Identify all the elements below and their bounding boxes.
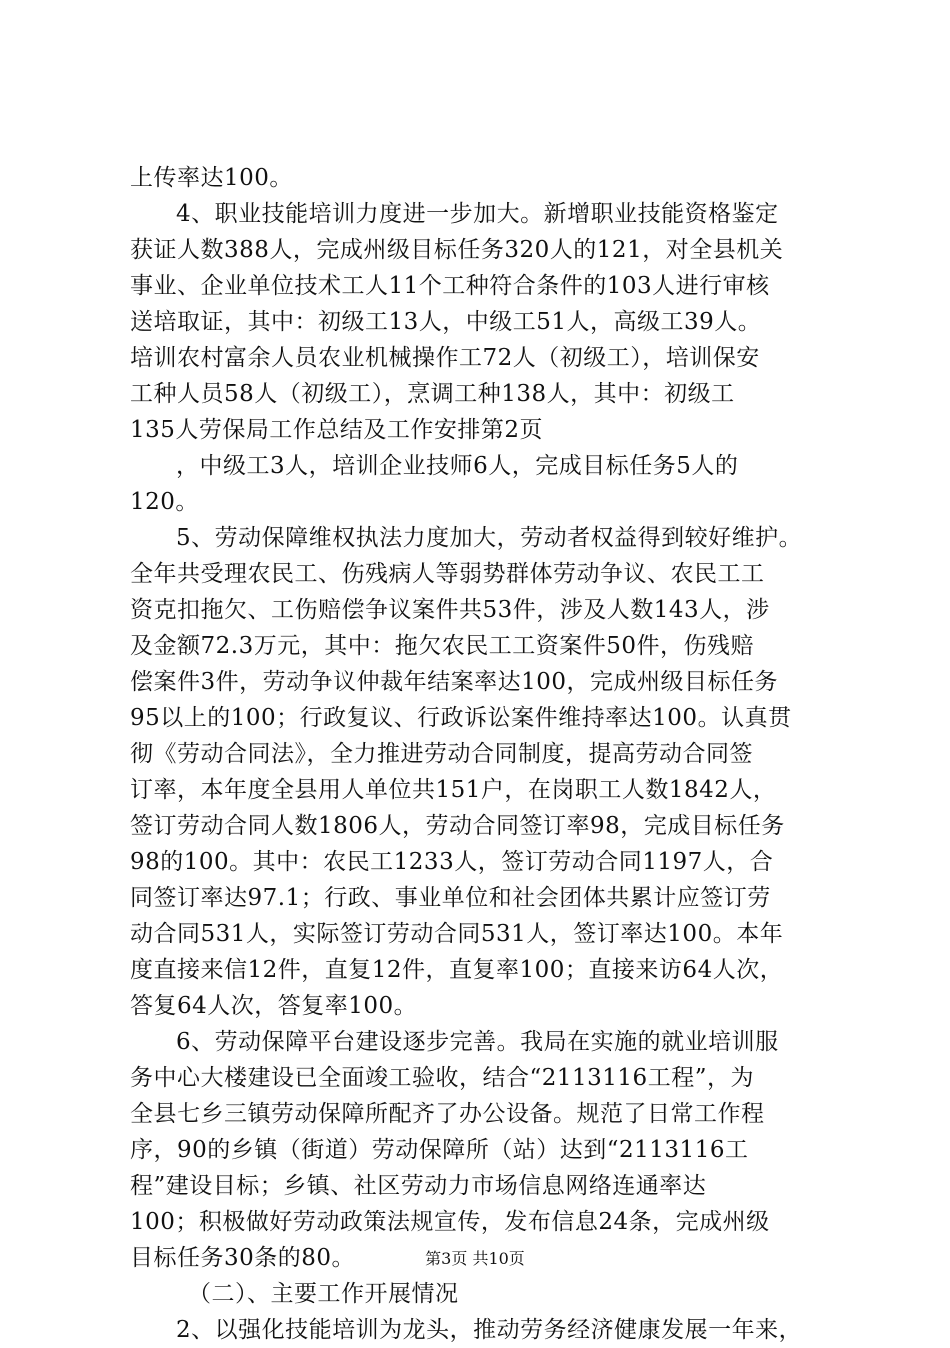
text-line: 度直接来信12件，直复12件，直复率100；直接来访64人次， <box>130 957 784 983</box>
text-line: 同签订率达97.1；行政、事业单位和社会团体共累计应签订劳 <box>130 885 771 911</box>
text-line: 偿案件3件，劳动争议仲裁年结案率达100，完成州级目标任务 <box>130 669 779 695</box>
text-line: 工种人员58人（初级工），烹调工种138人，其中：初级工 <box>130 381 735 407</box>
text-line: 4、职业技能培训力度进一步加大。新增职业技能资格鉴定 <box>176 201 779 227</box>
text-line: 资克扣拖欠、工伤赔偿争议案件共53件，涉及人数143人，涉 <box>130 597 770 623</box>
text-line: 事业、企业单位技术工人11个工种符合条件的103人进行审核 <box>130 273 770 299</box>
text-line: 务中心大楼建设已全面竣工验收，结合“2113116工程”，为 <box>130 1065 754 1091</box>
text-line: 100；积极做好劳动政策法规宣传，发布信息24条，完成州级 <box>130 1209 770 1235</box>
text-line: 95以上的100；行政复议、行政诉讼案件维持率达100。认真贯 <box>130 705 792 731</box>
document-body <box>130 160 830 1348</box>
text-line: 培训农村富余人员农业机械操作工72人（初级工），培训保安 <box>130 345 760 371</box>
page-footer: 第3页 共10页 <box>425 1249 525 1268</box>
text-line: 上传率达100。 <box>130 165 293 191</box>
text-line: 目标任务30条的80。 <box>130 1245 356 1271</box>
section-heading: （二）、主要工作开展情况 <box>188 1281 459 1307</box>
text-line: 送培取证，其中：初级工13人，中级工51人，高级工39人。 <box>130 309 762 335</box>
text-line: 签订劳动合同人数1806人，劳动合同签订率98，完成目标任务 <box>130 813 785 839</box>
text-line: 全年共受理农民工、伤残病人等弱势群体劳动争议、农民工工 <box>130 561 765 587</box>
text-line: ，中级工3人，培训企业技师6人，完成目标任务5人的 <box>176 453 739 479</box>
text-line: 98的100。其中：农民工1233人，签订劳动合同1197人，合 <box>130 849 774 875</box>
text-line: 2、以强化技能培训为龙头，推动劳务经济健康发展一年来， <box>176 1317 803 1343</box>
text-line: 6、劳动保障平台建设逐步完善。我局在实施的就业培训服 <box>176 1029 779 1055</box>
text-line: 全县七乡三镇劳动保障所配齐了办公设备。规范了日常工作程 <box>130 1101 765 1127</box>
text-line: 及金额72.3万元，其中：拖欠农民工工资案件50件，伤残赔 <box>130 633 754 659</box>
text-line: 序，90的乡镇（街道）劳动保障所（站）达到“2113116工 <box>130 1137 749 1163</box>
text-line: 获证人数388人，完成州级目标任务320人的121，对全县机关 <box>130 237 784 263</box>
text-line: 120。 <box>130 489 199 515</box>
text-line: 彻《劳动合同法》，全力推进劳动合同制度，提高劳动合同签 <box>130 741 753 767</box>
text-line: 答复64人次，答复率100。 <box>130 993 418 1019</box>
text-line: 动合同531人，实际签订劳动合同531人，签订率达100。本年 <box>130 921 784 947</box>
text-line: 5、劳动保障维权执法力度加大，劳动者权益得到较好维护。 <box>176 525 803 551</box>
text-line: 订率，本年度全县用人单位共151户，在岗职工人数1842人， <box>130 777 777 803</box>
text-line: 程”建设目标；乡镇、社区劳动力市场信息网络连通率达 <box>130 1173 707 1199</box>
text-line: 135人劳保局工作总结及工作安排第2页 <box>130 417 544 443</box>
